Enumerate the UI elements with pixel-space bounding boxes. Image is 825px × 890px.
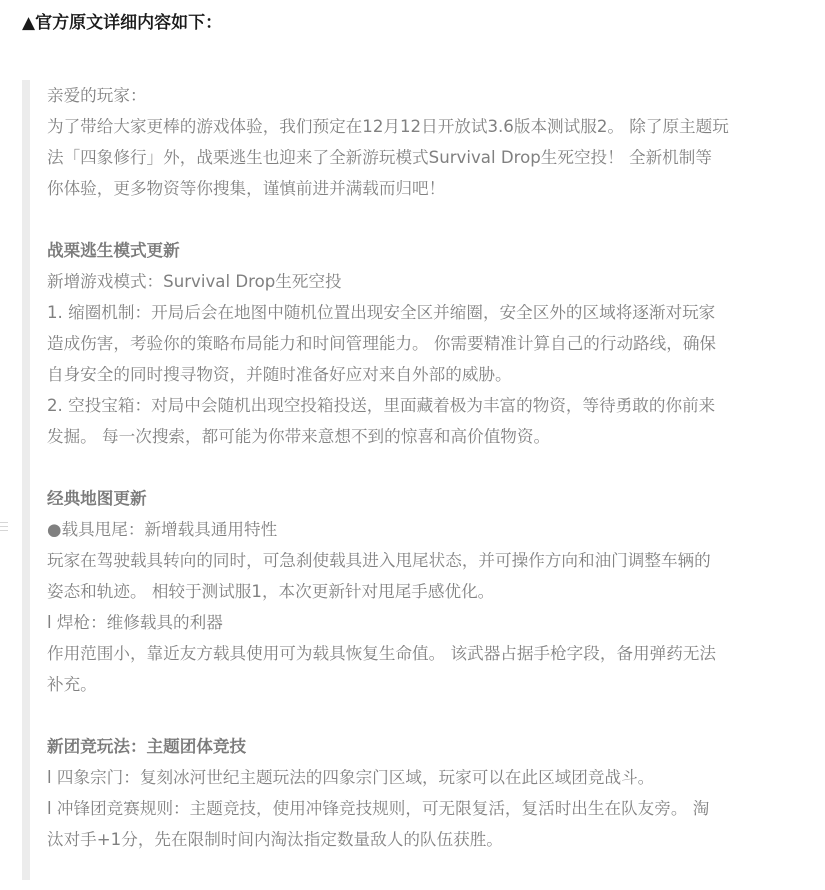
drag-handle-icon bbox=[0, 522, 8, 534]
section-line: 补充。 bbox=[47, 675, 97, 694]
section-title-classic-map: 经典地图更新 bbox=[47, 489, 147, 508]
section-line: 1. 缩圈机制：开局后会在地图中随机位置出现安全区并缩圈，安全区外的区域将逐渐对玩家 bbox=[47, 303, 716, 322]
article-heading: ▲官方原文详细内容如下： bbox=[22, 13, 223, 33]
section-line: 汰对手+1分，先在限制时间内淘汰指定数量敌人的队伍获胜。 bbox=[47, 830, 503, 849]
section-line: 作用范围小，靠近友方载具使用可为载具恢复生命值。 该武器占据手枪字段，备用弹药无法 bbox=[47, 644, 717, 663]
section-line: 自身安全的同时搜寻物资，并随时准备好应对来自外部的威胁。 bbox=[47, 365, 512, 384]
section-line: 新增游戏模式：Survival Drop生死空投 bbox=[47, 272, 342, 291]
section-line: l 四象宗门：复刻冰河世纪主题玩法的四象宗门区域，玩家可以在此区域团竞战斗。 bbox=[47, 768, 655, 787]
section-line: l 冲锋团竞赛规则：主题竞技，使用冲锋竞技规则，可无限复活，复活时出生在队友旁。 淘 bbox=[47, 799, 710, 818]
greeting: 亲爱的玩家： bbox=[47, 86, 147, 105]
section-line: 玩家在驾驶载具转向的同时，可急刹使载具进入甩尾状态，并可操作方向和油门调整车辆的 bbox=[47, 551, 711, 570]
section-line: ●载具甩尾：新增载具通用特性 bbox=[47, 520, 278, 539]
section-line: 姿态和轨迹。 相较于测试服1，本次更新针对甩尾手感优化。 bbox=[47, 582, 495, 601]
intro-line: 为了带给大家更棒的游戏体验，我们预定在12月12日开放试3.6版本测试服2。 除了原主题玩 bbox=[47, 117, 729, 136]
blockquote bbox=[22, 80, 802, 880]
section-line: 造成伤害，考验你的策略布局能力和时间管理能力。 你需要精准计算自己的行动路线，确保 bbox=[47, 334, 717, 353]
intro-line: 你体验，更多物资等你搜集，谨慎前进并满载而归吧！ bbox=[47, 179, 446, 198]
section-line: 2. 空投宝箱：对局中会随机出现空投箱投送，里面藏着极为丰富的物资，等待勇敢的你前来 bbox=[47, 396, 716, 415]
section-title-survival-mode: 战栗逃生模式更新 bbox=[47, 241, 180, 260]
section-line: 发掘。 每一次搜索，都可能为你带来意想不到的惊喜和高价值物资。 bbox=[47, 427, 551, 446]
section-title-team-battle: 新团竞玩法：主题团体竞技 bbox=[47, 737, 247, 756]
section-line: l 焊枪：维修载具的利器 bbox=[47, 613, 223, 632]
intro-line: 法「四象修行」外，战栗逃生也迎来了全新游玩模式Survival Drop生死空投！ 全新机制等 bbox=[47, 148, 712, 167]
